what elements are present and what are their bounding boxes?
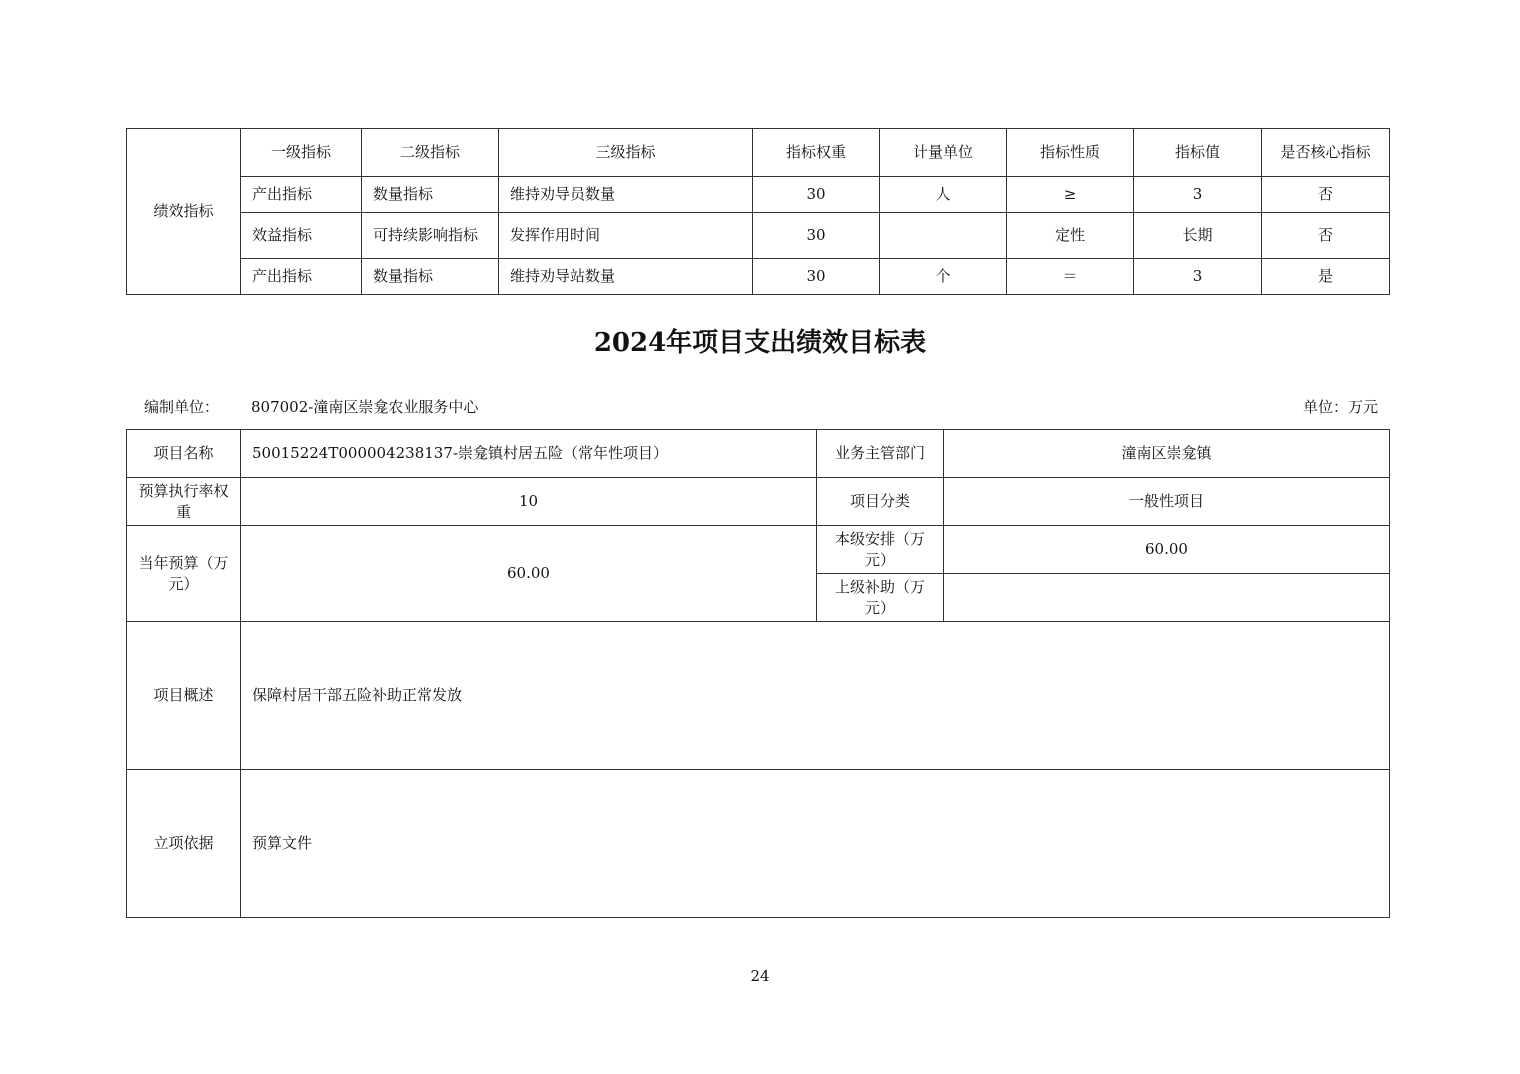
upper-value: [944, 574, 1390, 622]
table-cell: 产出指标: [241, 177, 362, 213]
table-row: [127, 430, 1390, 478]
table-cell: 人: [880, 177, 1007, 213]
perf-side-label: 绩效指标: [127, 129, 241, 295]
category-value: 一般性项目: [944, 478, 1390, 526]
overview-value: 保障村居干部五险补助正常发放: [241, 622, 1390, 770]
table-cell: 效益指标: [241, 213, 362, 259]
table-header-row: [127, 129, 1390, 177]
header-cell: 是否核心指标: [1262, 129, 1390, 177]
header-cell: 二级指标: [362, 129, 499, 177]
upper-label: 上级补助（万元）: [817, 574, 944, 622]
table-cell: [880, 213, 1007, 259]
table-cell: 30: [753, 259, 880, 295]
local-label: 本级安排（万元）: [817, 526, 944, 574]
local-value: 60.00: [944, 526, 1390, 574]
table-cell: 可持续影响指标: [362, 213, 499, 259]
compile-unit-value: 807002-潼南区崇龛农业服务中心: [251, 398, 479, 416]
page-number: 24: [750, 967, 770, 985]
exec-rate-value: 10: [241, 478, 817, 526]
performance-indicator-table: [126, 128, 1390, 295]
table-cell: 数量指标: [362, 259, 499, 295]
table-cell: 定性: [1007, 213, 1134, 259]
header-cell: 三级指标: [499, 129, 753, 177]
category-label: 项目分类: [817, 478, 944, 526]
header-cell: 一级指标: [241, 129, 362, 177]
table-row: [127, 478, 1390, 526]
table-cell: 30: [753, 213, 880, 259]
table-cell: 否: [1262, 177, 1390, 213]
dept-value: 潼南区崇龛镇: [944, 430, 1390, 478]
header-cell: 计量单位: [880, 129, 1007, 177]
header-cell: 指标值: [1134, 129, 1262, 177]
table-row: [127, 770, 1390, 918]
budget-label: 当年预算（万元）: [127, 526, 241, 622]
table-row: [127, 622, 1390, 770]
money-unit-label: 单位：万元: [1302, 398, 1378, 416]
header-cell: 指标权重: [753, 129, 880, 177]
table-row: [127, 213, 1390, 259]
project-info-table: [126, 429, 1390, 918]
table-cell: 个: [880, 259, 1007, 295]
table-cell: 长期: [1134, 213, 1262, 259]
table-cell: 30: [753, 177, 880, 213]
page-title: 2024年项目支出绩效目标表: [593, 328, 927, 358]
basis-label: 立项依据: [127, 770, 241, 918]
project-name-value: 50015224T000004238137-崇龛镇村居五险（常年性项目）: [241, 430, 817, 478]
table-cell: 是: [1262, 259, 1390, 295]
project-name-label: 项目名称: [127, 430, 241, 478]
table-row: [127, 259, 1390, 295]
table-cell: 发挥作用时间: [499, 213, 753, 259]
exec-rate-label: 预算执行率权重: [127, 478, 241, 526]
compile-unit-row: [144, 396, 1378, 416]
budget-value: 60.00: [241, 526, 817, 622]
table-cell: ≥: [1007, 177, 1134, 213]
header-cell: 指标性质: [1007, 129, 1134, 177]
overview-label: 项目概述: [127, 622, 241, 770]
dept-label: 业务主管部门: [817, 430, 944, 478]
table-cell: ＝: [1007, 259, 1134, 295]
table-row: [127, 526, 1390, 574]
table-cell: 3: [1134, 259, 1262, 295]
table-row: [127, 177, 1390, 213]
table-cell: 维持劝导员数量: [499, 177, 753, 213]
table-cell: 维持劝导站数量: [499, 259, 753, 295]
table-cell: 3: [1134, 177, 1262, 213]
table-cell: 产出指标: [241, 259, 362, 295]
basis-value: 预算文件: [241, 770, 1390, 918]
table-cell: 否: [1262, 213, 1390, 259]
compile-unit-label: 编制单位：: [144, 398, 220, 416]
table-cell: 数量指标: [362, 177, 499, 213]
